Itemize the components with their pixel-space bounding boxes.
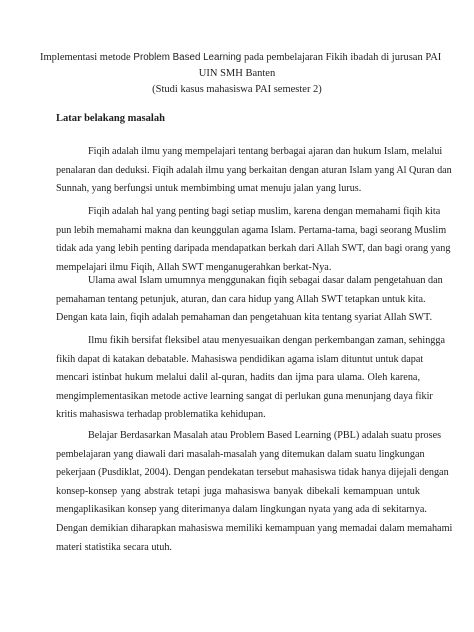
title-method-name: Problem Based Learning: [130, 52, 244, 63]
paragraph-line: Fiqih adalah ilmu yang mempelajari tentang berbagai ajaran dan hukum Islam, melalui: [88, 146, 443, 157]
paragraph-4: [56, 332, 446, 425]
title-line-3: (Studi kasus mahasiswa PAI semester 2): [152, 84, 322, 95]
paragraph-line: pemahaman tentang petunjuk, aturan, dan cara hidup yang Allah SWT tetapkan untuk kita.: [56, 293, 426, 305]
document-title: [40, 50, 442, 98]
paragraph-3: [56, 272, 443, 328]
title-line-1: [40, 50, 442, 66]
paragraph-line: materi statistika secara utuh.: [56, 541, 172, 553]
paragraph-line: pun lebih memahami makna dan keunggulan agama Islam. Pertama-tama, bagi seorang Muslim: [56, 224, 447, 236]
section-heading: Latar belakang masalah: [56, 113, 165, 124]
paragraph-line: Sunnah, yang berfungsi untuk membimbing umat menuju jalan yang lurus.: [56, 183, 362, 195]
paragraph-line: Belajar Berdasarkan Masalah atau Problem Based Learning (PBL) adalah suatu proses: [88, 430, 442, 441]
paragraph-1: [56, 143, 452, 199]
paragraph-line: mengaplikasikan konsep yang diterimanya dalam lingkungan nyata yang ada di sekitarnya.: [56, 504, 427, 516]
paragraph-line: fikih dapat di katakan debatable. Mahasiswa pendidikan agama islam dituntut untuk dapat: [56, 353, 424, 365]
paragraph-line: Fiqih adalah hal yang penting bagi setiap muslim, karena dengan memahami fiqih kita: [88, 206, 441, 217]
paragraph-line: mencari istinbat hukum melalui dalil al-quran, hadits dan ijma para ulama. Oleh karena,: [56, 372, 420, 384]
paragraph-line: kritis mahasiswa terhadap problematika kehidupan.: [56, 409, 266, 421]
paragraph-2: [56, 203, 451, 277]
paragraph-line: mempelajari ilmu Fiqih, Allah SWT menganugerahkan berkat-Nya.: [56, 261, 332, 273]
paragraph-5: [56, 427, 453, 557]
paragraph-line: penalaran dan deduksi. Fiqih adalah ilmu yang berkaitan dengan aturan Islam yang Al Quran dan: [56, 164, 452, 176]
paragraph-line: Dengan kata lain, fiqih adalah pemahaman dan pengetahuan kita tentang syariat Allah SWT.: [56, 312, 433, 324]
paragraph-line: konsep-konsep yang abstrak tetapi juga mahasiswa banyak dibekali kemampuan untuk: [56, 485, 420, 497]
paragraph-line: mengimplementasikan metode active learning sangat di perlukan guna menunjang daya fikir: [56, 390, 433, 402]
paragraph-line: Dengan demikian diharapkan mahasiswa memiliki kemampuan yang memadai dalam memahami: [56, 522, 453, 534]
title-prefix: Implementasi metode: [40, 52, 131, 63]
paragraph-line: tidak ada yang lebih penting daripada mendapatkan berkah dari Allah SWT, dan bagi orang yang: [56, 243, 451, 255]
paragraph-line: Ilmu fikih bersifat fleksibel atau menyesuaikan dengan perkembangan zaman, sehingga: [88, 335, 446, 346]
title-suffix: pada pembelajaran Fikih ibadah di jurusan PAI: [243, 52, 442, 63]
paragraph-line: pembelajaran yang diawali dari masalah-masalah yang ditemukan dalam suatu lingkungan: [56, 448, 425, 460]
paragraph-line: Ulama awal Islam umumnya menggunakan fiqih sebagai dasar dalam pengetahuan dan: [88, 275, 443, 286]
title-line-2: UIN SMH Banten: [198, 68, 276, 79]
paragraph-line: pekerjaan (Pusdiklat, 2004). Dengan pendekatan tersebut mahasiswa tidak hanya dijejali dengan: [56, 467, 449, 479]
